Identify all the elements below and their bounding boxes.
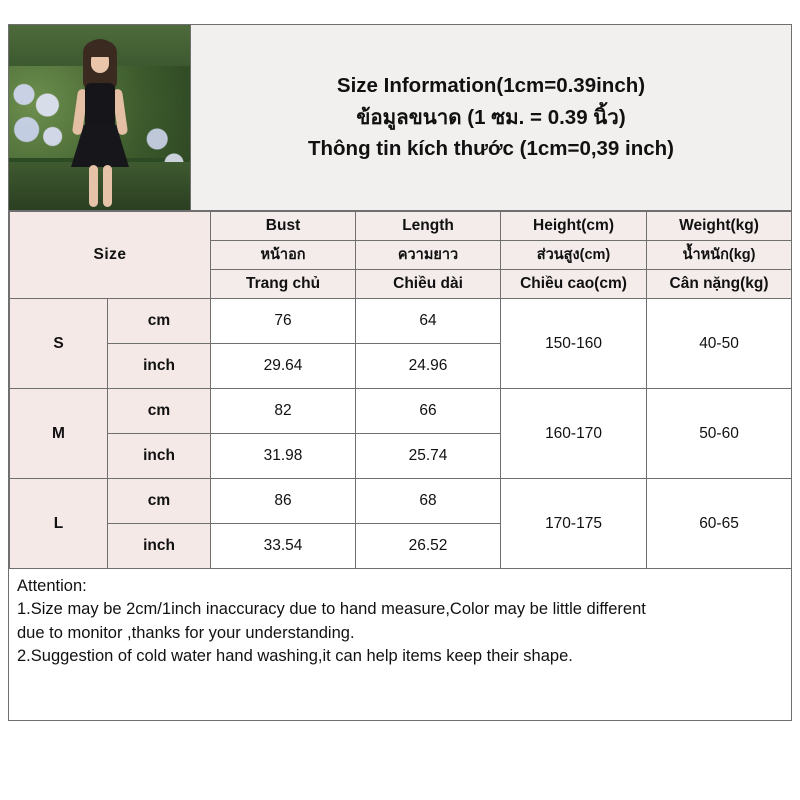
model-bodice xyxy=(85,83,115,129)
row-size-m: M xyxy=(10,389,108,479)
height-m: 160-170 xyxy=(501,389,647,479)
header-length-vi: Chiều dài xyxy=(356,270,501,299)
header-size-label: Size xyxy=(10,212,211,299)
length-cm-s: 64 xyxy=(356,299,501,344)
table-row xyxy=(10,479,792,524)
header-weight-th: น้ำหนัก(kg) xyxy=(647,241,792,270)
attention-line-1: 1.Size may be 2cm/1inch inaccuracy due to hand measure,Color may be little different xyxy=(17,600,646,619)
length-inch-m: 25.74 xyxy=(356,434,501,479)
unit-cm-l: cm xyxy=(108,479,211,524)
row-size-s: S xyxy=(10,299,108,389)
header-bust-vi: Trang chủ xyxy=(211,270,356,299)
unit-cm-s: cm xyxy=(108,299,211,344)
length-inch-l: 26.52 xyxy=(356,524,501,569)
bust-cm-m: 82 xyxy=(211,389,356,434)
size-chart-sheet xyxy=(8,24,792,721)
height-s: 150-160 xyxy=(501,299,647,389)
unit-inch-l: inch xyxy=(108,524,211,569)
unit-inch-s: inch xyxy=(108,344,211,389)
height-l: 170-175 xyxy=(501,479,647,569)
header-weight-vi: Cân nặng(kg) xyxy=(647,270,792,299)
row-size-l: L xyxy=(10,479,108,569)
photo-hydrangea-left xyxy=(11,77,63,147)
model-right-leg xyxy=(103,165,112,207)
table-row xyxy=(10,299,792,344)
header-height-th: ส่วนสูง(cm) xyxy=(501,241,647,270)
title-block xyxy=(191,25,791,210)
bust-cm-s: 76 xyxy=(211,299,356,344)
bust-inch-s: 29.64 xyxy=(211,344,356,389)
attention-line-2: due to monitor ,thanks for your understanding. xyxy=(17,623,355,642)
header-band xyxy=(9,25,791,211)
model-left-leg xyxy=(89,165,98,207)
bust-cm-l: 86 xyxy=(211,479,356,524)
unit-inch-m: inch xyxy=(108,434,211,479)
product-photo xyxy=(9,25,191,210)
attention-block xyxy=(9,569,791,669)
header-bust-th: หน้าอก xyxy=(211,241,356,270)
bust-inch-l: 33.54 xyxy=(211,524,356,569)
header-height-vi: Chiều cao(cm) xyxy=(501,270,647,299)
attention-heading: Attention: xyxy=(17,577,87,595)
title-line-en: Size Information(1cm=0.39inch) xyxy=(336,74,646,98)
weight-s: 40-50 xyxy=(647,299,792,389)
title-line-th: ข้อมูลขนาด (1 ซม. = 0.39 นิ้ว) xyxy=(356,105,626,129)
header-height-en: Height(cm) xyxy=(501,212,647,241)
size-table xyxy=(9,211,792,569)
header-length-th: ความยาว xyxy=(356,241,501,270)
length-cm-m: 66 xyxy=(356,389,501,434)
weight-m: 50-60 xyxy=(647,389,792,479)
length-inch-s: 24.96 xyxy=(356,344,501,389)
bust-inch-m: 31.98 xyxy=(211,434,356,479)
model-fringe xyxy=(83,41,117,57)
header-length-en: Length xyxy=(356,212,501,241)
title-line-vi: Thông tin kích thước (1cm=0,39 inch) xyxy=(307,137,675,161)
photo-model xyxy=(63,39,137,207)
header-weight-en: Weight(kg) xyxy=(647,212,792,241)
header-bust-en: Bust xyxy=(211,212,356,241)
unit-cm-m: cm xyxy=(108,389,211,434)
length-cm-l: 68 xyxy=(356,479,501,524)
table-row xyxy=(10,389,792,434)
table-header-row-en xyxy=(10,212,792,241)
weight-l: 60-65 xyxy=(647,479,792,569)
attention-line-3: 2.Suggestion of cold water hand washing,it can help items keep their shape. xyxy=(17,647,573,666)
